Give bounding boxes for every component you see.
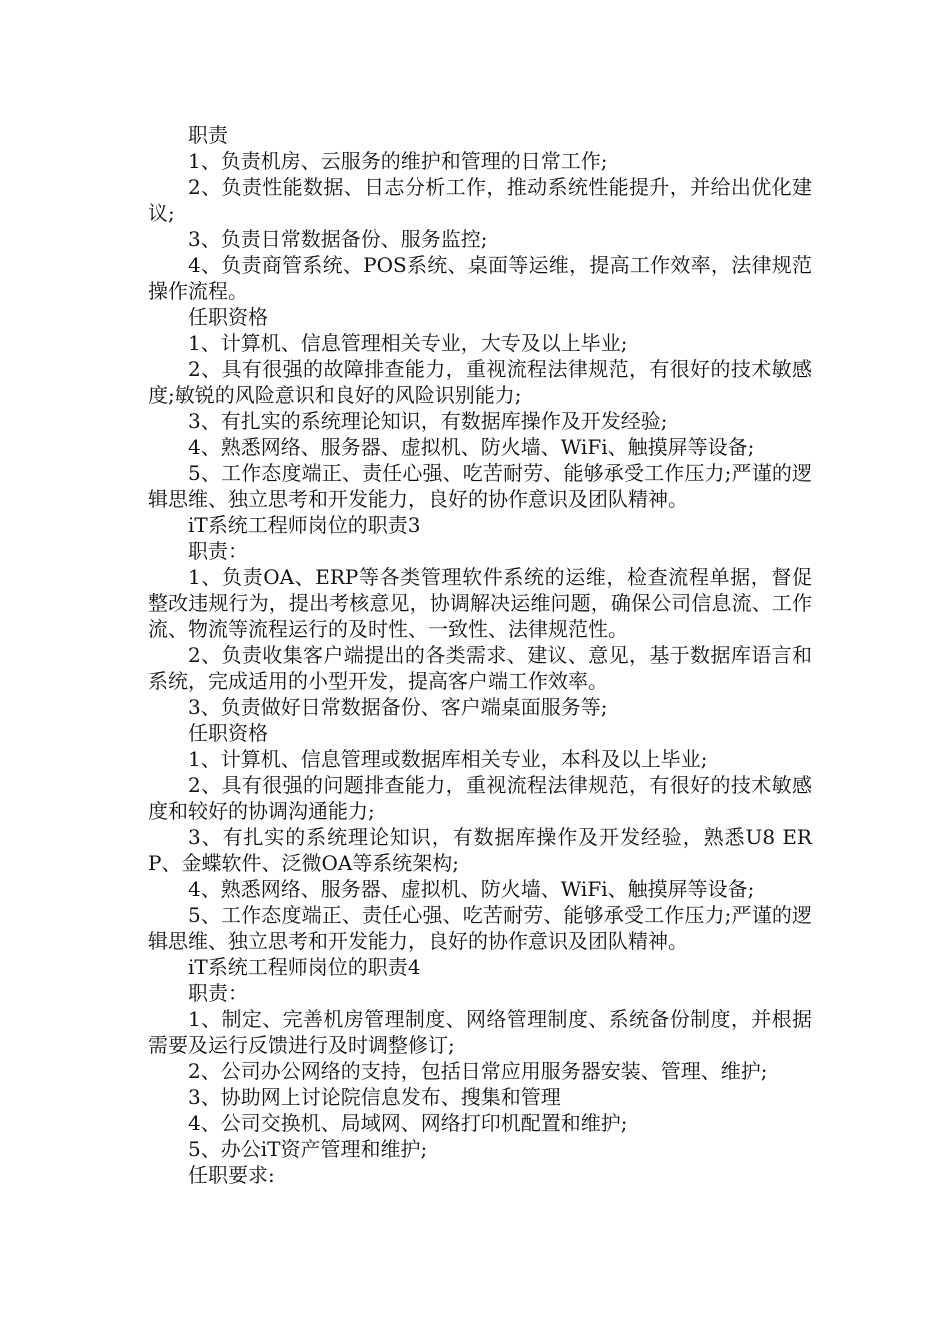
paragraph: 2、负责收集客户端提出的各类需求、建议、意见，基于数据库语言和系统，完成适用的小型开发，提高客户端工作效率。 — [148, 643, 812, 693]
section-heading-requirements: 任职要求: — [188, 1163, 275, 1187]
paragraph: 5、工作态度端正、责任心强、吃苦耐劳、能够承受工作压力;严谨的逻辑思维、独立思考和开发能力，良好的协作意识及团队精神。 — [148, 903, 812, 953]
paragraph: 1、计算机、信息管理或数据库相关专业，本科及以上毕业; — [188, 747, 708, 771]
paragraph: 3、协助网上讨论院信息发布、搜集和管理 — [188, 1085, 561, 1109]
paragraph: 4、公司交换机、局域网、网络打印机配置和维护; — [188, 1111, 628, 1135]
paragraph: 1、计算机、信息管理相关专业，大专及以上毕业; — [188, 331, 628, 355]
paragraph: 4、负责商管系统、POS系统、桌面等运维，提高工作效率，法律规范操作流程。 — [148, 253, 812, 303]
paragraph: 4、熟悉网络、服务器、虚拟机、防火墙、WiFi、触摸屏等设备; — [188, 877, 755, 901]
paragraph: 4、熟悉网络、服务器、虚拟机、防火墙、WiFi、触摸屏等设备; — [188, 435, 755, 459]
paragraph: 3、有扎实的系统理论知识，有数据库操作及开发经验，熟悉U8 ERP、金蝶软件、泛微OA等系统架构; — [148, 825, 812, 875]
paragraph: 5、工作态度端正、责任心强、吃苦耐劳、能够承受工作压力;严谨的逻辑思维、独立思考和开发能力，良好的协作意识及团队精神。 — [148, 461, 812, 511]
section-heading-qualifications: 任职资格 — [188, 721, 268, 745]
paragraph: 2、公司办公网络的支持，包括日常应用服务器安装、管理、维护; — [188, 1059, 768, 1083]
section-title-3: iT系统工程师岗位的职责3 — [188, 513, 421, 537]
section-heading-duties: 职责 — [188, 123, 228, 147]
section-heading-duties: 职责： — [188, 981, 248, 1005]
paragraph: 3、负责做好日常数据备份、客户端桌面服务等; — [188, 695, 608, 719]
paragraph: 3、有扎实的系统理论知识，有数据库操作及开发经验; — [188, 409, 668, 433]
paragraph: 5、办公iT资产管理和维护; — [188, 1137, 428, 1161]
paragraph: 1、制定、完善机房管理制度、网络管理制度、系统备份制度，并根据需要及运行反馈进行及时调整修订; — [148, 1007, 812, 1057]
paragraph: 2、具有很强的问题排查能力，重视流程法律规范，有很好的技术敏感度和较好的协调沟通能力; — [148, 773, 812, 823]
section-title-4: iT系统工程师岗位的职责4 — [188, 955, 421, 979]
paragraph: 2、负责性能数据、日志分析工作，推动系统性能提升，并给出优化建议; — [148, 175, 812, 225]
section-heading-qualifications: 任职资格 — [188, 305, 268, 329]
document-body — [148, 122, 812, 1188]
section-heading-duties: 职责： — [188, 539, 248, 563]
paragraph: 1、负责机房、云服务的维护和管理的日常工作; — [188, 149, 608, 173]
paragraph: 1、负责OA、ERP等各类管理软件系统的运维，检查流程单据，督促整改违规行为，提出考核意见，协调解决运维问题，确保公司信息流、工作流、物流等流程运行的及时性、一致性、法律规范性。 — [148, 565, 812, 641]
paragraph: 3、负责日常数据备份、服务监控; — [188, 227, 488, 251]
paragraph: 2、具有很强的故障排查能力，重视流程法律规范，有很好的技术敏感度;敏锐的风险意识和良好的风险识别能力; — [148, 357, 812, 407]
